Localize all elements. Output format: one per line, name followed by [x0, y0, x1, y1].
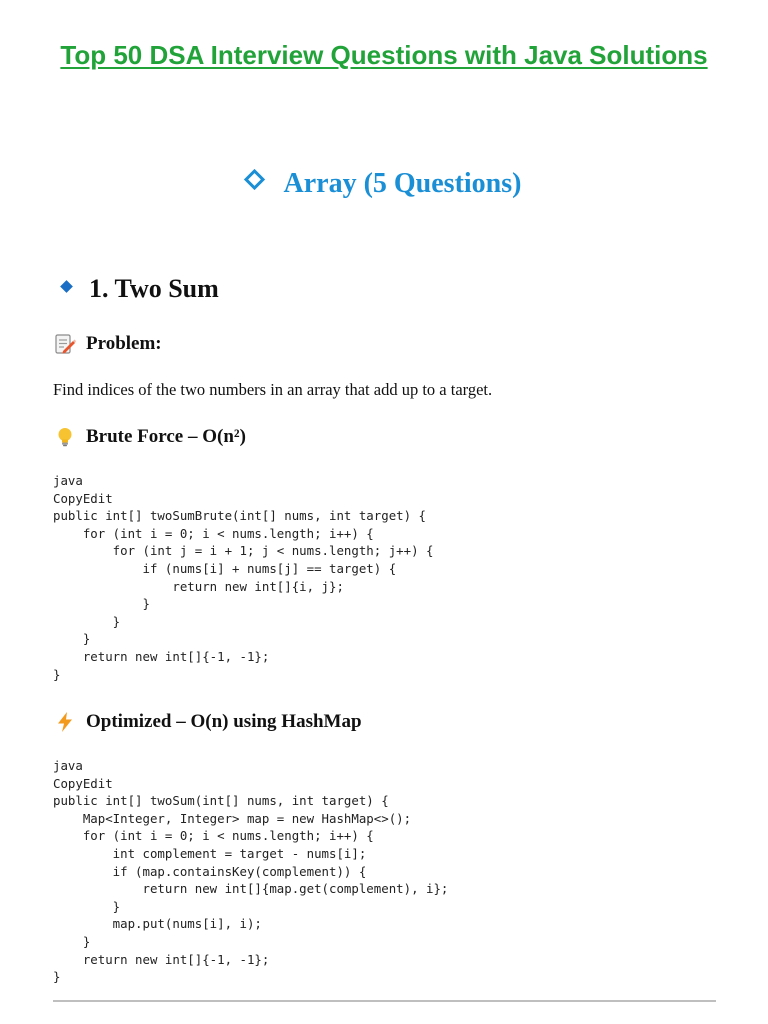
code-line: public int[] twoSumBrute(int[] nums, int target) {	[53, 508, 426, 524]
code-line: if (map.containsKey(complement)) {	[53, 863, 367, 879]
question-title	[62, 274, 219, 304]
optimized-label	[54, 711, 362, 733]
brute-force-label-text: Brute Force – O(n²)	[86, 426, 246, 447]
brute-force-label	[54, 426, 246, 448]
lightning-icon	[54, 711, 76, 733]
problem-description: Find indices of the two numbers in an array that add up to a target.	[53, 380, 493, 399]
code-line: return new int[]{i, j};	[53, 578, 344, 594]
code-line: for (int j = i + 1; j < nums.length; j++) {	[53, 543, 434, 559]
section-heading-text: Array (5 Questions)	[283, 168, 522, 199]
hollow-diamond-icon	[243, 169, 264, 190]
code-line: map.put(nums[i], i);	[53, 916, 262, 932]
code-line: CopyEdit	[53, 775, 113, 791]
diamond-icon	[60, 280, 73, 293]
page-divider	[53, 1000, 716, 1002]
code-line: }	[53, 613, 121, 629]
brute-force-code-block	[53, 472, 433, 683]
question-title-text: 1. Two Sum	[89, 274, 219, 303]
code-line: for (int i = 0; i < nums.length; i++) {	[53, 828, 374, 844]
problem-label	[54, 333, 162, 355]
code-line: for (int i = 0; i < nums.length; i++) {	[53, 525, 374, 541]
code-line: java	[53, 758, 83, 773]
code-line: }	[53, 969, 61, 985]
code-line: public int[] twoSum(int[] nums, int target) {	[53, 793, 389, 809]
memo-pencil-icon	[54, 333, 76, 355]
code-line: }	[53, 666, 61, 682]
code-line: }	[53, 596, 150, 612]
code-line: return new int[]{-1, -1};	[53, 951, 270, 967]
document-title: Top 50 DSA Interview Questions with Java Solutions	[60, 40, 708, 70]
code-line: return new int[]{map.get(complement), i};	[53, 881, 449, 897]
code-line: Map<Integer, Integer> map = new HashMap<>();	[53, 810, 412, 826]
code-line: if (nums[i] + nums[j] == target) {	[53, 560, 397, 576]
code-line: }	[53, 631, 91, 647]
problem-label-text: Problem:	[86, 333, 162, 354]
code-line: CopyEdit	[53, 490, 113, 506]
lightbulb-icon	[54, 426, 76, 448]
code-line: java	[53, 473, 83, 488]
code-line: }	[53, 898, 121, 914]
code-line: }	[53, 933, 91, 949]
optimized-label-text: Optimized – O(n) using HashMap	[86, 711, 362, 732]
code-line: return new int[]{-1, -1};	[53, 648, 270, 664]
section-heading	[0, 168, 768, 200]
code-line: int complement = target - nums[i];	[53, 845, 367, 861]
optimized-code-block	[53, 757, 448, 986]
